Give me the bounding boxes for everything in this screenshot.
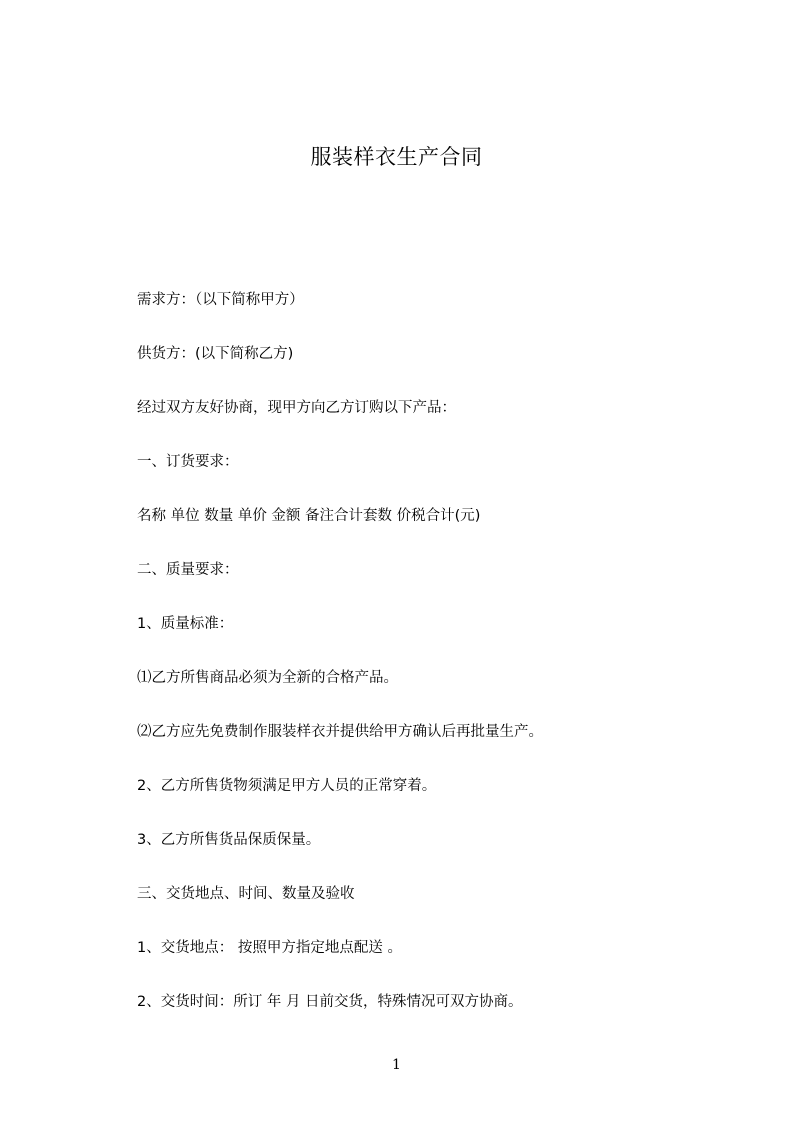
quality-standard-line: 1、质量标准： <box>137 616 234 632</box>
section-heading-delivery: 三、交货地点、时间、数量及验收 <box>137 886 355 902</box>
section-heading-quality: 二、质量要求： <box>137 562 239 578</box>
order-table-header-line: 名称 单位 数量 单价 金额 备注合计套数 价税合计(元) <box>137 508 481 524</box>
delivery-location-line: 1、交货地点： 按照甲方指定地点配送 。 <box>137 940 402 956</box>
section-heading-order: 一、订货要求： <box>137 454 239 470</box>
page-number: 1 <box>392 1057 401 1073</box>
quality-item-2: ⑵乙方应先免费制作服装样衣并提供给甲方确认后再批量生产。 <box>137 724 543 740</box>
document-title: 服装样衣生产合同 <box>310 145 483 169</box>
quality-assurance-line: 3、乙方所售货品保质保量。 <box>137 832 321 848</box>
supplier-line: 供货方：(以下简称乙方) <box>137 346 294 362</box>
demander-line: 需求方：（以下简称甲方） <box>137 292 304 308</box>
intro-line: 经过双方友好协商，现甲方向乙方订购以下产品： <box>137 400 456 416</box>
delivery-time-line: 2、交货时间：所订 年 月 日前交货，特殊情况可双方协商。 <box>137 994 523 1010</box>
wearing-requirement-line: 2、乙方所售货物须满足甲方人员的正常穿着。 <box>137 778 437 794</box>
quality-item-1: ⑴乙方所售商品必须为全新的合格产品。 <box>137 670 398 686</box>
